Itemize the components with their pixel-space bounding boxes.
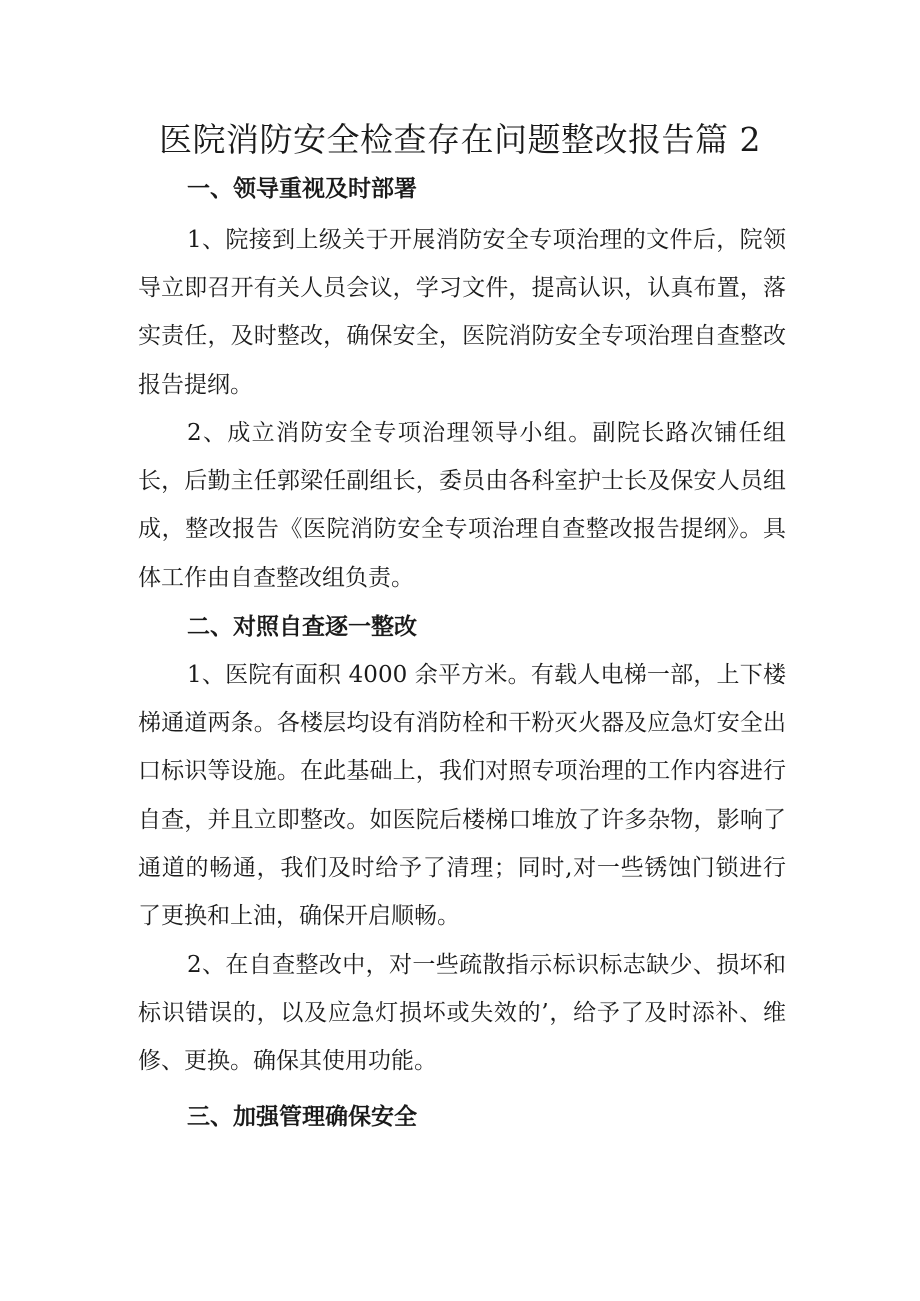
section-heading-3: 三、加强管理确保安全 bbox=[187, 1103, 417, 1130]
section-heading-2: 二、对照自查逐一整改 bbox=[187, 613, 417, 640]
section-2-paragraph-2: 2、在自查整改中，对一些疏散指示标识标志缺少、损坏和标识错误的，以及应急灯损坏或失效的’，给予了及时添补、维修、更换。确保其使用功能。 bbox=[138, 952, 786, 1075]
section-heading-1: 一、领导重视及时部署 bbox=[187, 175, 417, 202]
section-1-paragraph-1: 1、院接到上级关于开展消防安全专项治理的文件后，院领导立即召开有关人员会议，学习文件，提高认识，认真布置，落实责任，及时整改，确保安全，医院消防安全专项治理自查整改报告提纲。 bbox=[138, 227, 786, 398]
document-title: 医院消防安全检查存在问题整改报告篇 2 bbox=[159, 120, 761, 159]
section-1-paragraph-2: 2、成立消防安全专项治理领导小组。副院长路次铺任组长，后勤主任郭梁任副组长，委员由各科室护士长及保安人员组成，整改报告《医院消防安全专项治理自查整改报告提纲》。具体工作由自查整改组负责。 bbox=[138, 420, 786, 591]
section-2-paragraph-1: 1、医院有面积 4000 余平方米。有载人电梯一部，上下楼梯通道两条。各楼层均设有消防栓和干粉灭火器及应急灯安全出口标识等设施。在此基础上，我们对照专项治理的工作内容进行自查，并且立即整改。如医院后楼梯口堆放了许多杂物，影响了通道的畅通，我们及时给予了清理；同时,对一些锈蚀门锁进行了更换和上油，确保开启顺畅。 bbox=[138, 662, 786, 930]
